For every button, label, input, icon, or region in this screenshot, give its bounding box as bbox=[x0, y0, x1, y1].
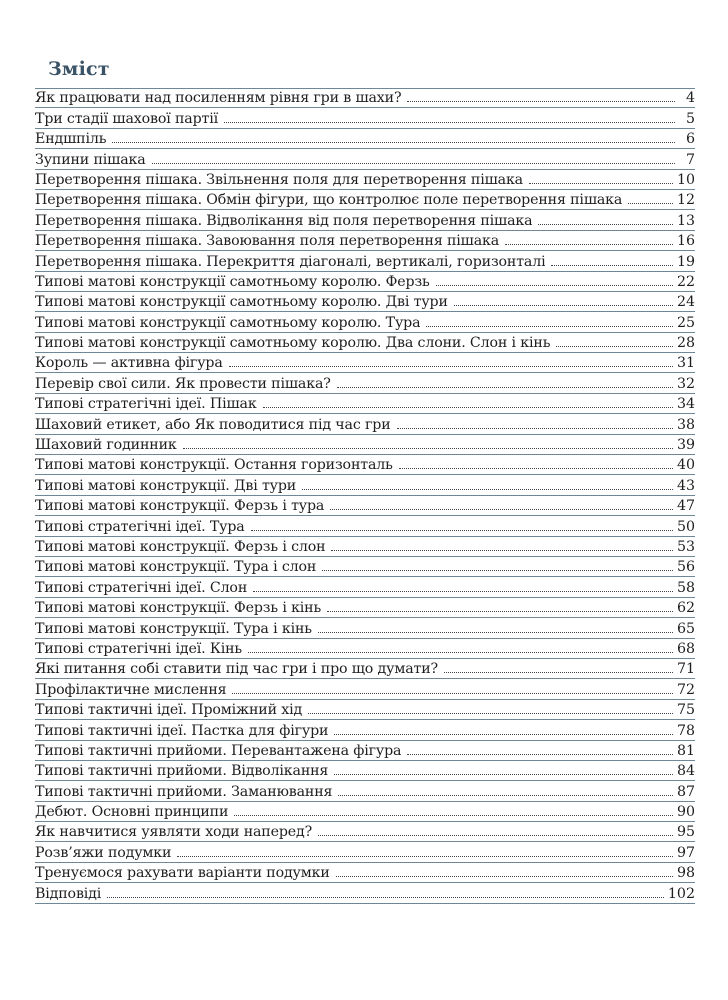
toc-entry-title: Шаховий етикет, або Як поводитися під час гри bbox=[35, 416, 391, 433]
toc-entry bbox=[35, 639, 695, 659]
dot-leader bbox=[334, 733, 673, 735]
toc-entry bbox=[35, 455, 695, 475]
dot-leader bbox=[397, 427, 673, 429]
dot-leader bbox=[338, 794, 673, 796]
toc-entry-title: Ендшпіль bbox=[35, 131, 107, 148]
dot-leader bbox=[302, 488, 673, 490]
toc-entry-page-number: 84 bbox=[676, 763, 695, 780]
toc-entry-page-number: 97 bbox=[676, 844, 695, 861]
toc-entry bbox=[35, 679, 695, 699]
toc-entry-page-number: 5 bbox=[685, 110, 695, 127]
dot-leader bbox=[556, 345, 673, 347]
toc-entry-page-number: 75 bbox=[676, 702, 695, 719]
dot-leader bbox=[318, 631, 673, 633]
dot-leader bbox=[152, 162, 675, 164]
toc-entry-title: Типові стратегічні ідеї. Пішак bbox=[35, 396, 257, 413]
toc-entry-page-number: 6 bbox=[685, 131, 695, 148]
toc-entry bbox=[35, 516, 695, 536]
toc-entry-page-number: 19 bbox=[676, 253, 695, 270]
toc-entry-title: Типові матові конструкції. Ферзь і тура bbox=[35, 498, 325, 515]
toc-entry-page-number: 38 bbox=[676, 416, 695, 433]
dot-leader bbox=[248, 651, 673, 653]
dot-leader bbox=[232, 692, 673, 694]
toc-entry bbox=[35, 802, 695, 822]
dot-leader bbox=[399, 467, 673, 469]
toc-entry-title: Типові матові конструкції. Тура і кінь bbox=[35, 620, 312, 637]
toc-entry-title: Типові тактичні ідеї. Пастка для фігури bbox=[35, 722, 329, 739]
toc-entry bbox=[35, 537, 695, 557]
toc-entry-title: Типові матові конструкції самотньому королю. Два слони. Слон і кінь bbox=[35, 335, 551, 352]
toc-entry-title: Типові стратегічні ідеї. Тура bbox=[35, 518, 245, 535]
toc-entry-title: Тренуємося рахувати варіанти подумки bbox=[35, 865, 330, 882]
toc-entry-title: Типові тактичні прийоми. Перевантажена фігура bbox=[35, 742, 402, 759]
toc-entry-page-number: 13 bbox=[676, 212, 695, 229]
toc-entry-title: Король — активна фігура bbox=[35, 355, 223, 372]
dot-leader bbox=[318, 834, 673, 836]
dot-leader bbox=[177, 855, 673, 857]
toc-entry-title: Типові тактичні прийоми. Заманювання bbox=[35, 783, 333, 800]
dot-leader bbox=[551, 264, 672, 266]
toc-entry-title: Типові стратегічні ідеї. Кінь bbox=[35, 640, 242, 657]
toc-entry-title: Перетворення пішака. Обмін фігури, що контролює поле перетворення пішака bbox=[35, 192, 623, 209]
dot-leader bbox=[407, 753, 673, 755]
dot-leader bbox=[529, 182, 673, 184]
toc-entry-page-number: 56 bbox=[676, 559, 695, 576]
toc-entry-page-number: 40 bbox=[676, 457, 695, 474]
toc-entry-page-number: 39 bbox=[676, 437, 695, 454]
dot-leader bbox=[253, 590, 673, 592]
toc-entry bbox=[35, 394, 695, 414]
toc-entry-page-number: 34 bbox=[676, 396, 695, 413]
toc-entry bbox=[35, 577, 695, 597]
dot-leader bbox=[251, 529, 673, 531]
toc-heading: Зміст bbox=[48, 58, 110, 80]
toc-entry-title: Типові тактичні прийоми. Відволікання bbox=[35, 763, 329, 780]
toc-entry bbox=[35, 312, 695, 332]
dot-leader bbox=[505, 243, 673, 245]
toc-entry-page-number: 68 bbox=[676, 640, 695, 657]
toc-entry-title: Типові матові конструкції. Ферзь і слон bbox=[35, 538, 326, 555]
toc-entry-title: Типові матові конструкції. Дві тури bbox=[35, 477, 297, 494]
toc-entry bbox=[35, 700, 695, 720]
toc-entry bbox=[35, 129, 695, 149]
dot-leader bbox=[628, 202, 673, 204]
toc-entry-title: Перетворення пішака. Звільнення поля для перетворення пішака bbox=[35, 171, 523, 188]
toc-entry bbox=[35, 741, 695, 761]
toc-entry-page-number: 50 bbox=[676, 518, 695, 535]
toc-entry bbox=[35, 170, 695, 190]
toc-entry-title: Розв’яжи подумки bbox=[35, 844, 172, 861]
toc-entry bbox=[35, 272, 695, 292]
toc-entry bbox=[35, 414, 695, 434]
toc-entry-page-number: 25 bbox=[676, 314, 695, 331]
toc-entry bbox=[35, 210, 695, 230]
dot-leader bbox=[183, 447, 673, 449]
dot-leader bbox=[444, 671, 673, 673]
toc-entry-page-number: 4 bbox=[685, 90, 695, 107]
toc-entry-title: Типові матові конструкції. Ферзь і кінь bbox=[35, 600, 322, 617]
toc-entry bbox=[35, 373, 695, 393]
toc-entry-title: Відповіді bbox=[35, 885, 102, 902]
toc-list bbox=[35, 88, 695, 904]
toc-entry bbox=[35, 781, 695, 801]
dot-leader bbox=[229, 365, 673, 367]
toc-entry bbox=[35, 190, 695, 210]
dot-leader bbox=[336, 875, 673, 877]
toc-entry-title: Зупини пішака bbox=[35, 151, 146, 168]
toc-entry-title: Перетворення пішака. Відволікання від поля перетворення пішака bbox=[35, 212, 533, 229]
toc-entry bbox=[35, 88, 695, 108]
toc-entry bbox=[35, 842, 695, 862]
toc-entry-page-number: 58 bbox=[676, 579, 695, 596]
toc-entry-title: Типові матові конструкції. Остання горизонталь bbox=[35, 457, 393, 474]
toc-entry-page-number: 28 bbox=[676, 335, 695, 352]
toc-entry bbox=[35, 108, 695, 128]
toc-entry-page-number: 10 bbox=[676, 171, 695, 188]
toc-entry bbox=[35, 149, 695, 169]
toc-entry-page-number: 22 bbox=[676, 273, 695, 290]
toc-entry bbox=[35, 251, 695, 271]
dot-leader bbox=[322, 569, 673, 571]
toc-entry bbox=[35, 333, 695, 353]
toc-entry-title: Типові матові конструкції самотньому королю. Тура bbox=[35, 314, 421, 331]
toc-entry-title: Шаховий годинник bbox=[35, 437, 177, 454]
toc-entry-page-number: 81 bbox=[676, 742, 695, 759]
toc-entry-title: Перевір свої сили. Як провести пішака? bbox=[35, 375, 331, 392]
toc-entry-title: Як працювати над посиленням рівня гри в шахи? bbox=[35, 90, 402, 107]
toc-entry-page-number: 72 bbox=[676, 681, 695, 698]
toc-entry-title: Типові матові конструкції самотньому королю. Ферзь bbox=[35, 273, 430, 290]
toc-entry-page-number: 12 bbox=[676, 192, 695, 209]
toc-entry bbox=[35, 496, 695, 516]
dot-leader bbox=[112, 141, 675, 143]
toc-entry bbox=[35, 231, 695, 251]
toc-entry-title: Типові стратегічні ідеї. Слон bbox=[35, 579, 248, 596]
dot-leader bbox=[327, 610, 673, 612]
toc-entry-title: Які питання собі ставити під час гри і про що думати? bbox=[35, 661, 438, 678]
dot-leader bbox=[331, 549, 673, 551]
toc-entry-page-number: 95 bbox=[676, 824, 695, 841]
toc-entry-page-number: 62 bbox=[676, 600, 695, 617]
toc-entry-page-number: 7 bbox=[685, 151, 695, 168]
toc-entry-page-number: 98 bbox=[676, 865, 695, 882]
toc-entry bbox=[35, 475, 695, 495]
dot-leader bbox=[263, 406, 673, 408]
toc-entry bbox=[35, 720, 695, 740]
toc-entry bbox=[35, 353, 695, 373]
dot-leader bbox=[107, 896, 664, 898]
toc-entry-title: Як навчитися уявляти ходи наперед? bbox=[35, 824, 313, 841]
dot-leader bbox=[334, 773, 673, 775]
toc-entry-page-number: 78 bbox=[676, 722, 695, 739]
dot-leader bbox=[308, 712, 673, 714]
toc-entry bbox=[35, 292, 695, 312]
dot-leader bbox=[234, 814, 673, 816]
toc-entry bbox=[35, 557, 695, 577]
dot-leader bbox=[454, 304, 673, 306]
toc-entry-page-number: 31 bbox=[676, 355, 695, 372]
toc-entry bbox=[35, 618, 695, 638]
toc-entry-title: Перетворення пішака. Завоювання поля перетворення пішака bbox=[35, 233, 500, 250]
toc-entry bbox=[35, 883, 695, 903]
toc-entry-page-number: 32 bbox=[676, 375, 695, 392]
toc-entry bbox=[35, 659, 695, 679]
dot-leader bbox=[337, 386, 673, 388]
toc-entry-page-number: 87 bbox=[676, 783, 695, 800]
toc-entry-page-number: 65 bbox=[676, 620, 695, 637]
toc-entry-page-number: 16 bbox=[676, 233, 695, 250]
toc-entry bbox=[35, 435, 695, 455]
toc-entry-title: Типові матові конструкції. Тура і слон bbox=[35, 559, 317, 576]
toc-entry bbox=[35, 863, 695, 883]
toc-entry-title: Перетворення пішака. Перекриття діагоналі, вертикалі, горизонталі bbox=[35, 253, 546, 270]
toc-entry-page-number: 24 bbox=[676, 294, 695, 311]
toc-entry-page-number: 102 bbox=[667, 885, 695, 902]
dot-leader bbox=[426, 325, 673, 327]
toc-entry-title: Типові матові конструкції самотньому королю. Дві тури bbox=[35, 294, 448, 311]
toc-entry-title: Три стадії шахової партії bbox=[35, 110, 219, 127]
toc-entry-page-number: 47 bbox=[676, 498, 695, 515]
toc-entry-title: Профілактичне мислення bbox=[35, 681, 227, 698]
toc-entry-page-number: 43 bbox=[676, 477, 695, 494]
dot-leader bbox=[538, 223, 673, 225]
toc-entry-title: Типові тактичні ідеї. Проміжний хід bbox=[35, 702, 303, 719]
dot-leader bbox=[407, 100, 675, 102]
toc-entry bbox=[35, 598, 695, 618]
dot-leader bbox=[436, 284, 673, 286]
toc-entry-page-number: 90 bbox=[676, 804, 695, 821]
toc-entry bbox=[35, 761, 695, 781]
toc-entry-page-number: 71 bbox=[676, 661, 695, 678]
toc-entry-title: Дебют. Основні принципи bbox=[35, 804, 229, 821]
dot-leader bbox=[330, 508, 673, 510]
toc-entry-page-number: 53 bbox=[676, 538, 695, 555]
dot-leader bbox=[224, 121, 675, 123]
toc-entry bbox=[35, 822, 695, 842]
